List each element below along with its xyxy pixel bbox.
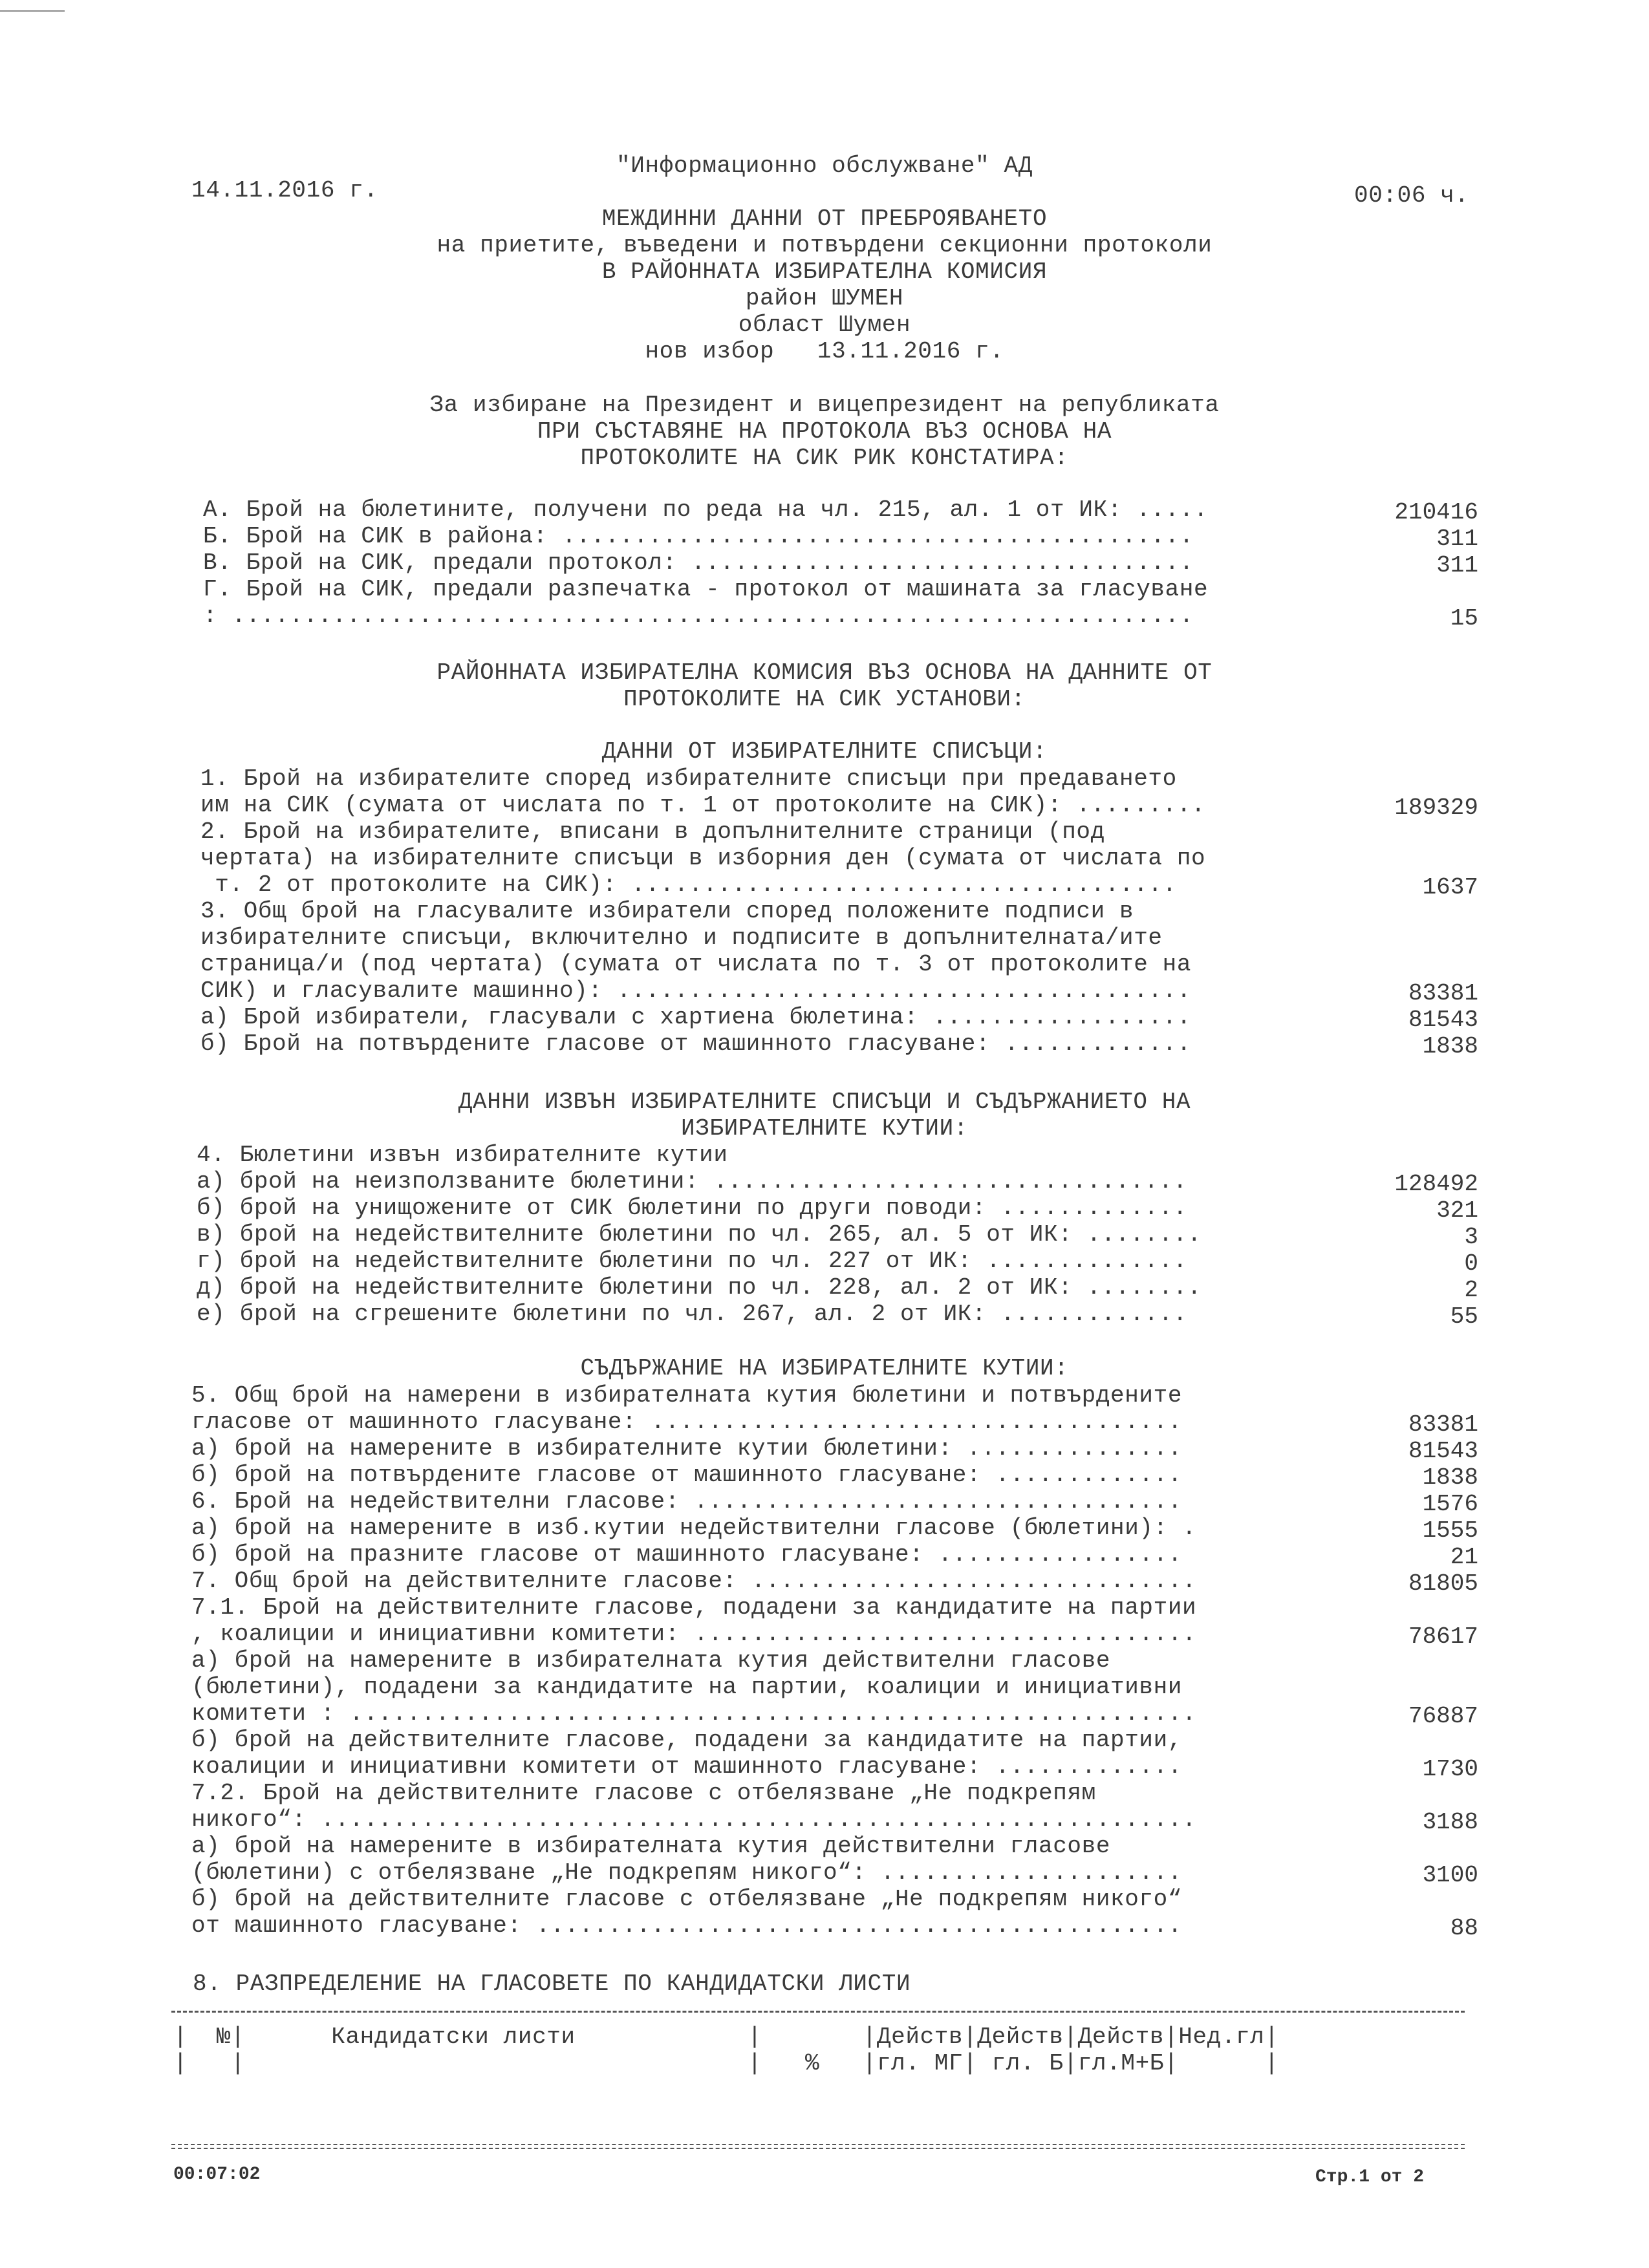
- row-value: 83381: [1408, 980, 1478, 1007]
- row-value: 311: [1436, 526, 1478, 552]
- report-time: 00:06 ч.: [1354, 182, 1469, 209]
- row-label: А. Брой на бюлетините, получени по реда на чл. 215, ал. 1 от ИК: .....: [203, 497, 1209, 523]
- row-value: 2: [1464, 1277, 1478, 1303]
- row-value: 311: [1436, 552, 1478, 579]
- table-bottom-rule: [171, 2144, 1465, 2149]
- row-label: а) брой на намерените в избирателните кутии бюлетини: ...............: [191, 1435, 1183, 1462]
- footer-time: 00:07:02: [173, 2165, 261, 2185]
- table-header-row: | | | % |гл. МГ| гл. Б|гл.М+Б| |: [173, 2050, 1279, 2077]
- row-value: 1576: [1422, 1491, 1478, 1517]
- row-label: В. Брой на СИК, предали протокол: ...................................: [203, 550, 1194, 576]
- row-value: 0: [1464, 1250, 1478, 1277]
- row-value: 81805: [1408, 1570, 1478, 1597]
- table-header-row: | №| Кандидатски листи | |Действ|Действ|Действ|Нед.гл|: [173, 2024, 1279, 2050]
- row-value: 1730: [1422, 1756, 1478, 1782]
- row-value: 3100: [1422, 1862, 1478, 1888]
- rik-heading-line: РАЙОННАТА ИЗБИРАТЕЛНА КОМИСИЯ ВЪЗ ОСНОВА НА ДАННИТЕ ОТ: [436, 659, 1212, 686]
- row-label: а) брой на намерените в изб.кутии недействителни гласове (бюлетини): .: [191, 1515, 1197, 1541]
- row-value: 81543: [1408, 1438, 1478, 1464]
- title-line: МЕЖДИННИ ДАННИ ОТ ПРЕБРОЯВАНЕТО: [601, 206, 1048, 232]
- title-line: област Шумен: [738, 312, 911, 338]
- row-label: г) брой на недействителните бюлетини по чл. 227 от ИК: ..............: [197, 1248, 1188, 1274]
- row-label: 4. Бюлетини извън избирателните кутии: [197, 1142, 728, 1168]
- row-label: д) брой на недействителните бюлетини по чл. 228, ал. 2 от ИК: ........: [197, 1274, 1202, 1301]
- title-line: район ШУМЕН: [745, 285, 904, 312]
- title-line: нов избор 13.11.2016 г.: [645, 338, 1004, 365]
- row-label: а) брой на намерените в избирателната кутия действителни гласове: [191, 1647, 1111, 1674]
- row-label: (бюлетини), подадени за кандидатите на партии, коалиции и инициативни: [191, 1674, 1183, 1700]
- section-heading: СЪДЪРЖАНИЕ НА ИЗБИРАТЕЛНИТЕ КУТИИ:: [580, 1355, 1069, 1382]
- subtitle-line: ПРИ СЪСТАВЯНЕ НА ПРОТОКОЛА ВЪЗ ОСНОВА НА: [537, 418, 1112, 445]
- row-value: 21: [1450, 1544, 1478, 1570]
- row-label: : ...................................................................: [203, 603, 1194, 629]
- row-label: Б. Брой на СИК в района: ............................................: [203, 523, 1194, 550]
- row-label: избирателните списъци, включително и подписите в допълнителната/ите: [200, 925, 1163, 951]
- table-top-rule: [171, 2011, 1465, 2013]
- row-label: им на СИК (сумата от числата по т. 1 от протоколите на СИК): .........: [200, 792, 1206, 818]
- row-value: 83381: [1408, 1411, 1478, 1438]
- row-label: б) брой на действителните гласове, подадени за кандидатите на партии,: [191, 1727, 1183, 1753]
- row-label: в) брой на недействителните бюлетини по чл. 265, ал. 5 от ИК: ........: [197, 1221, 1202, 1248]
- row-value: 55: [1450, 1303, 1478, 1330]
- row-value: 81543: [1408, 1007, 1478, 1033]
- row-label: а) брой на неизползваните бюлетини: .................................: [197, 1168, 1188, 1195]
- row-value: 78617: [1408, 1623, 1478, 1650]
- row-label: гласове от машинното гласуване: .....................................: [191, 1409, 1183, 1435]
- footer-page-number: Стр.1 от 2: [1315, 2167, 1425, 2187]
- row-label: коалиции и инициативни комитети от машинното гласуване: .............: [191, 1753, 1183, 1780]
- row-label: 7. Общ брой на действителните гласове: ...............................: [191, 1568, 1197, 1594]
- row-label: чертата) на избирателните списъци в изборния ден (сумата от числата по: [200, 845, 1206, 872]
- row-value: 88: [1450, 1915, 1478, 1942]
- row-value: 1637: [1422, 874, 1478, 901]
- row-label: 7.1. Брой на действителните гласове, подадени за кандидатите на партии: [191, 1594, 1197, 1621]
- row-value: 76887: [1408, 1703, 1478, 1729]
- row-value: 3: [1464, 1224, 1478, 1250]
- section-heading: ДАННИ ИЗВЪН ИЗБИРАТЕЛНИТЕ СПИСЪЦИ И СЪДЪРЖАНИЕТО НА: [458, 1089, 1191, 1115]
- row-value: 189329: [1394, 795, 1478, 821]
- section-heading: ИЗБИРАТЕЛНИТЕ КУТИИ:: [680, 1115, 969, 1142]
- row-value: 15: [1450, 605, 1478, 632]
- row-label: б) брой на празните гласове от машинното гласуване: .................: [191, 1541, 1183, 1568]
- row-value: 210416: [1394, 499, 1478, 526]
- row-label: комитети : ...........................................................: [191, 1700, 1197, 1727]
- row-value: 1838: [1422, 1464, 1478, 1491]
- row-label: (бюлетини) с отбелязване „Не подкрепям никого“: .....................: [191, 1859, 1183, 1886]
- scan-mark: [0, 10, 65, 12]
- row-label: б) брой на действителните гласове с отбелязване „Не подкрепям никого“: [191, 1886, 1183, 1912]
- row-value: 128492: [1394, 1171, 1478, 1197]
- row-value: 321: [1436, 1197, 1478, 1224]
- row-label: Г. Брой на СИК, предали разпечатка - протокол от машината за гласуване: [203, 576, 1209, 603]
- row-label: 5. Общ брой на намерени в избирателната кутия бюлетини и потвърдените: [191, 1382, 1183, 1409]
- row-label: т. 2 от протоколите на СИК): ......................................: [200, 872, 1177, 898]
- row-label: 3. Общ брой на гласувалите избиратели според положените подписи в: [200, 898, 1134, 925]
- row-label: б) Брой на потвърдените гласове от машинното гласуване: .............: [200, 1031, 1192, 1057]
- report-date: 14.11.2016 г.: [191, 177, 378, 204]
- row-label: б) брой на потвърдените гласове от машинното гласуване: .............: [191, 1462, 1183, 1488]
- row-label: а) Брой избиратели, гласували с хартиена бюлетина: ..................: [200, 1004, 1192, 1031]
- subtitle-line: ПРОТОКОЛИТЕ НА СИК РИК КОНСТАТИРА:: [580, 445, 1069, 471]
- row-value: 1555: [1422, 1517, 1478, 1544]
- row-value: 3188: [1422, 1809, 1478, 1835]
- row-label: , коалиции и инициативни комитети: ...................................: [191, 1621, 1197, 1647]
- row-label: СИК) и гласувалите машинно): ........................................: [200, 978, 1192, 1004]
- row-label: е) брой на сгрешените бюлетини по чл. 267, ал. 2 от ИК: .............: [197, 1301, 1188, 1327]
- company-name: "Информационно обслужване" АД: [616, 153, 1033, 179]
- title-line: на приетите, въведени и потвърдени секционни протоколи: [436, 232, 1212, 259]
- row-label: 1. Брой на избирателите според избирателните списъци при предаването: [200, 765, 1177, 792]
- title-line: В РАЙОННАТА ИЗБИРАТЕЛНА КОМИСИЯ: [601, 259, 1048, 285]
- row-label: 6. Брой на недействителни гласове: ..................................: [191, 1488, 1183, 1515]
- section8-heading: 8. РАЗПРЕДЕЛЕНИЕ НА ГЛАСОВЕТЕ ПО КАНДИДАТСКИ ЛИСТИ: [193, 1971, 911, 1997]
- row-label: 2. Брой на избирателите, вписани в допълнителните страници (под: [200, 818, 1105, 845]
- row-value: 1838: [1422, 1033, 1478, 1060]
- section-heading: ДАННИ ОТ ИЗБИРАТЕЛНИТЕ СПИСЪЦИ:: [601, 738, 1048, 765]
- row-label: от машинното гласуване: .............................................: [191, 1912, 1183, 1939]
- row-label: никого“: .............................................................: [191, 1806, 1197, 1833]
- subtitle-line: За избиране на Президент и вицепрезидент на републиката: [429, 392, 1220, 418]
- row-label: б) брой на унищожените от СИК бюлетини по други поводи: .............: [197, 1195, 1188, 1221]
- row-label: 7.2. Брой на действителните гласове с отбелязване „Не подкрепям: [191, 1780, 1096, 1806]
- row-label: а) брой на намерените в избирателната кутия действителни гласове: [191, 1833, 1111, 1859]
- row-label: страница/и (под чертата) (сумата от числата по т. 3 от протоколите на: [200, 951, 1192, 978]
- rik-heading-line: ПРОТОКОЛИТЕ НА СИК УСТАНОВИ:: [623, 686, 1026, 712]
